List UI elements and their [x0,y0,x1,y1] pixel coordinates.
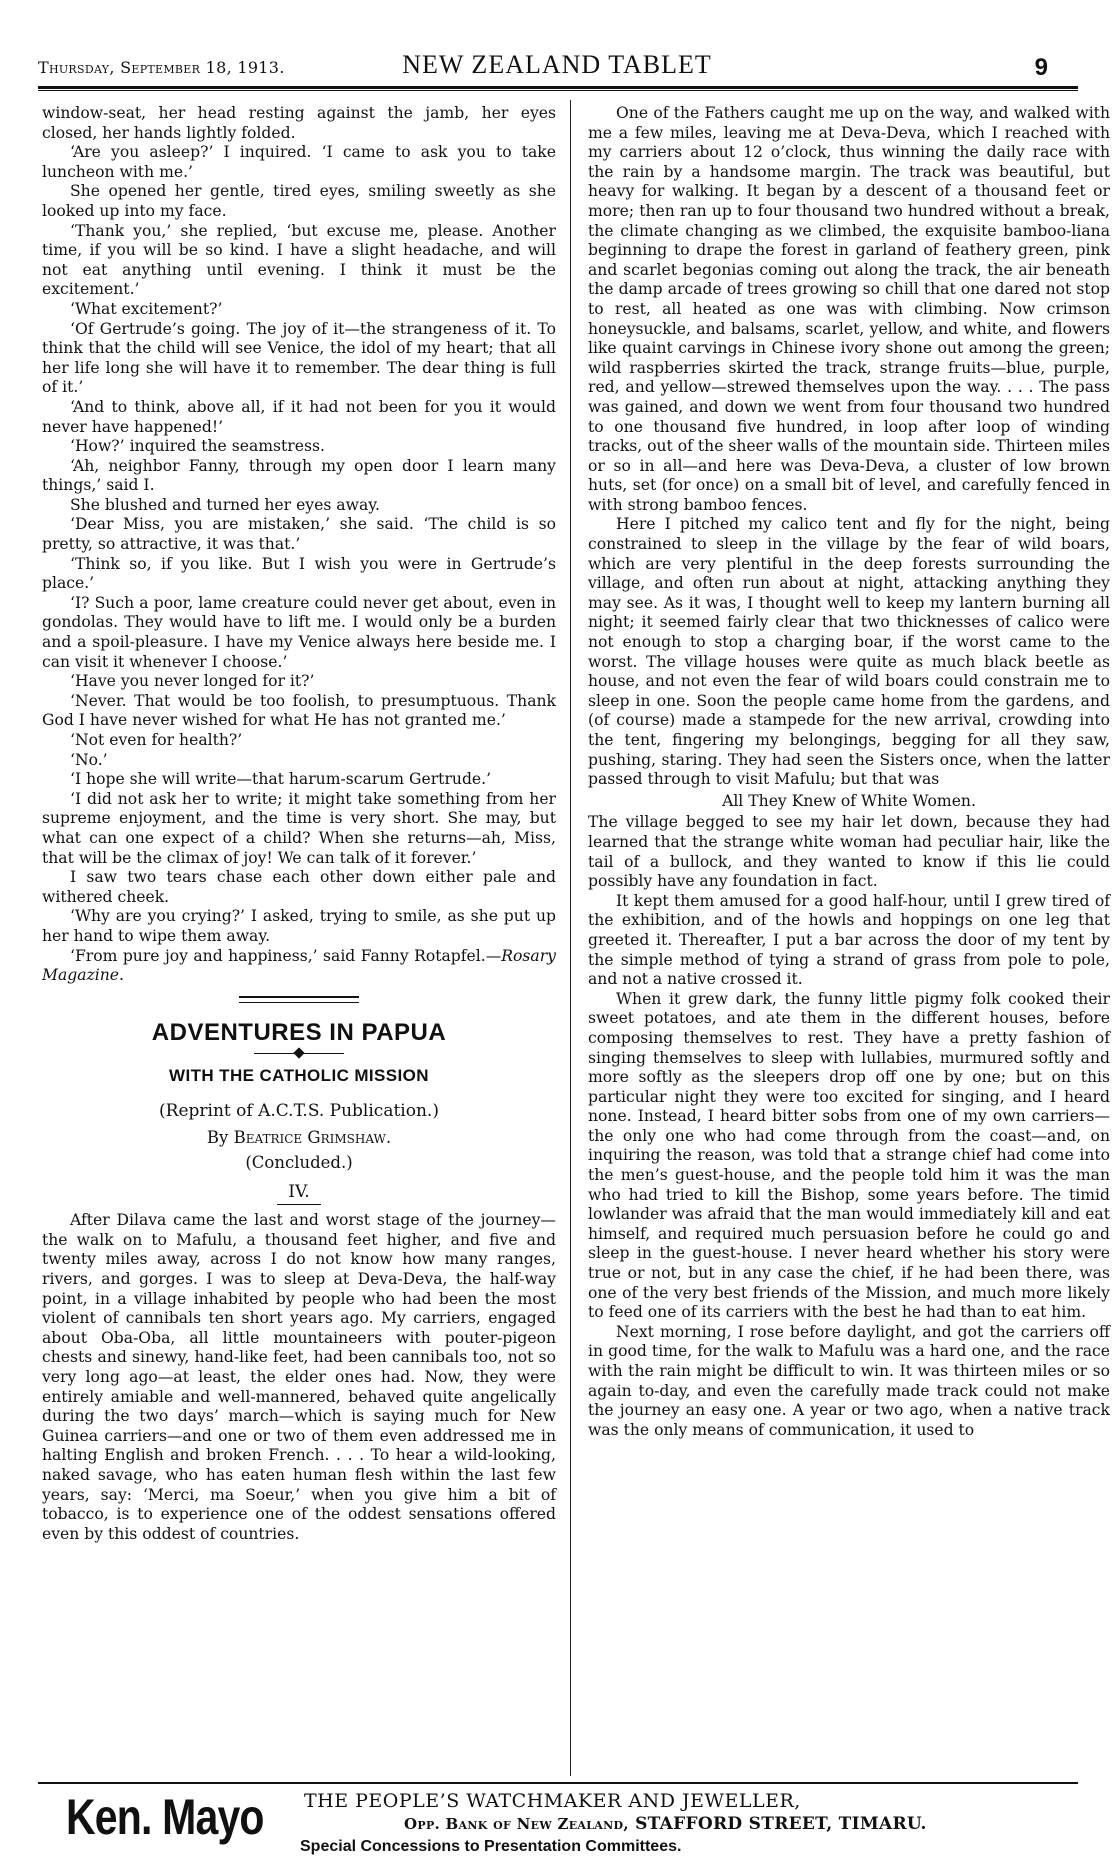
source-credit: Rosary Magazine. [42,946,556,985]
byline [42,1128,556,1148]
column-divider [570,100,571,1776]
article-paragraph: When it grew dark, the funny little pigmy folk cooked their sweet potatoes, and ate them in the different houses, before composing themselves to rest. They have a pretty fashion of singing themselves to sleep with lullabies, murmured softly and more softly as the sleepers drop off one by one; but on this particular night they were too excited for singing, and I heard none. Instead, I heard bitter sobs from one of my own carriers—the only one who had come through from the coast—and, on inquiring the reason, was told that a strange chief had come into the men’s guest-house, and the people told him it was the man who had tried to kill the Bishop, some years before. The timid lowlander was afraid that the man would immediately kill and eat himself, and required much persuasion before he could go and sleep in the guest-house. I never heard whether his story were true or not, but in any case the chief, if he had been there, was one of the very best friends of the Mission, and much more likely to feed one of its carriers with the best he had than to eat him. [588,989,1110,1322]
ad-address-main: STAFFORD STREET, TIMARU. [635,1814,927,1834]
left-column [42,104,556,1544]
story-paragraph: ‘Think so, if you like. But I wish you were in Gertrude’s place.’ [42,554,556,593]
article-paragraph: After Dilava came the last and worst stage of the journey—the walk on to Mafulu, a thousand feet higher, and five and twenty miles away, across I do not know how many ranges, rivers, and gorges. I was to sleep at Deva-Deva, the half-way point, in a village inhabited by people who had been the most violent of cannibals ten short years ago. My carriers, engaged about Oba-Oba, all little mountaineers with pouter-pigeon chests and sinewy, hand-like feet, had been cannibals too, not so very long ago—at least, the elder ones had. Now, they were entirely amiable and well-mannered, behaved quite angelically during the two days’ march—which is saying much for New Guinea carriers—and one or two of them even addressed me in halting English and broken French. . . . To hear a wild-looking, naked savage, who has eaten human flesh within the last few years, say: ‘Merci, ma Soeur,’ when you give him a bit of tobacco, is to experience one of the oddest sensations offered even by this oddest of countries. [42,1211,556,1543]
ad-special-note: Special Concessions to Presentation Committees. [300,1838,682,1855]
author-name: Beatrice Grimshaw. [233,1127,392,1147]
story-paragraph: ‘Thank you,’ she replied, ‘but excuse me, please. Another time, if you will be so kind. I have a slight headache, and will not eat anything until evening. I think it must be the excitement.’ [42,221,556,299]
chapter-number: IV. [288,1181,310,1202]
right-column [588,104,1110,1440]
story-paragraph: ‘I hope she will write—that harum-scarum Gertrude.’ [70,770,492,789]
story-paragraph: ‘What excitement?’ [70,299,223,318]
story-continuation [42,104,556,986]
story-paragraph: ‘Not even for health?’ [70,731,243,749]
chapter-rule [277,1204,321,1205]
story-paragraph: ‘And to think, above all, if it had not been for you it would never have happened!’ [42,397,556,436]
story-paragraph: She opened her gentle, tired eyes, smiling sweetly as she looked up into my face. [42,182,556,220]
article-paragraph: One of the Fathers caught me up on the way, and walked with me a few miles, leaving me at Deva-Deva, which I reached with my carriers about 12 o’clock, thus winning the daily race with the rain by a handsome margin. The track was beautiful, but heavy for walking. It began by a descent of a thousand feet or more; then ran up to four thousand two hundred without a break, the climate changing as we climbed, the exquisite bamboo-liana beginning to drape the forest in garland of feathery green, pink and scarlet begonias coming out along the track, the air beneath the damp arcade of trees growing so chill that one dared not stop to rest, all heated as one was with climbing. Now crimson honeysuckle, and balsams, scarlet, yellow, and white, and flowers like quaint carvings in Chinese ivory shone out among the green; wild raspberries skirted the track, strange fruits—blue, purple, red, and yellow—strewed themselves upon the way. . . . The pass was gained, and down we went from four thousand two hundred to one thousand five hundred, in loop after loop of winding tracks, out of the sheer walls of the mountain side. Thirteen miles or so in all—and here was Deva-Deva, a cluster of low brown huts, set (for once) on a small bit of level, and carefully fenced in with strong bamboo fences. [588,104,1111,514]
story-end-rule [239,996,359,998]
article-headline: ADVENTURES IN PAPUA [151,1018,447,1046]
article-subhead: All They Knew of White Women. [722,791,976,810]
closing-quote: ‘From pure joy and happiness,’ said Fanny Rotapfel.— [70,946,502,965]
concluded-note: (Concluded.) [245,1153,353,1173]
ad-address-prefix: Opp. Bank of New Zealand, [404,1815,629,1833]
diamond-icon [293,1048,304,1059]
newspaper-title: NEW ZEALAND TABLET [402,50,712,79]
reprint-note: (Reprint of A.C.T.S. Publication.) [159,1100,439,1121]
story-paragraph: window-seat, her head resting against the jamb, her eyes closed, her hands lightly folded. [42,104,556,142]
article-subheadline: WITH THE CATHOLIC MISSION [169,1066,429,1086]
footer-rule [38,1782,1078,1784]
story-paragraph: She blushed and turned her eyes away. [70,495,380,514]
story-paragraph: ‘Dear Miss, you are mistaken,’ she said. ‘The child is so pretty, so attractive, it was that.’ [42,515,556,554]
ad-tagline: THE PEOPLE’S WATCHMAKER AND JEWELLER, [304,1790,801,1812]
story-closing [42,947,556,986]
header-rule-thin [38,90,1078,91]
ad-address [404,1814,927,1834]
advertiser-logo: Ken. Mayo [66,1789,264,1845]
story-paragraph: ‘Are you asleep?’ I inquired. ‘I came to ask you to take luncheon with me.’ [42,143,556,181]
story-paragraph: I saw two tears chase each other down either pale and withered cheek. [42,868,556,906]
story-end-rule-thin [239,1002,359,1003]
article-paragraph: Here I pitched my calico tent and fly for the night, being constrained to sleep in the village by the fear of wild boars, which are very plentiful in the deep forests surrounding the village, and often run about at night, attacking anything they may see. As it was, I thought well to keep my lantern burning all night; it seemed fairly clear that two thicknesses of calico were not enough to stop a charging boar, if the worst came to the worst. The village houses were quite as much black beetle as house, and not even the fear of wild boars could constrain me to sleep in one. Soon the people came home from the gardens, and (of course) made a stampede for the new arrival, crowding into the tent, fingering my belongings, begging for all they saw, pushing, staring. They had seen the Sisters once, when the latter passed through to visit Mafulu; but that was [588,515,1110,789]
story-paragraph: ‘Never. That would be too foolish, to presumptuous. Thank God I have never wished for what He has not granted me.’ [42,691,556,730]
page-number: 9 [1034,54,1048,81]
story-paragraph: ‘Of Gertrude’s going. The joy of it—the strangeness of it. To think that the child will see Venice, the idol of my heart; that all her life long she will have it to remember. The dear thing is full of it.’ [42,319,556,397]
article-paragraph: The village begged to see my hair let down, because they had learned that the strange white woman had peculiar hair, like the tail of a bullock, and they wanted to know if this lie could possibly have any foundation in fact. [588,813,1110,891]
article-paragraph: Next morning, I rose before daylight, and got the carriers off in good time, for the walk to Mafulu was a hard one, and the race with the rain might be difficult to win. It was thirteen miles or so again to-day, and even the carefully made track could not make the journey an easy one. A year or two ago, when a native track was the only means of communication, it used to [588,1322,1110,1439]
story-paragraph: ‘I did not ask her to write; it might take something from her supreme enjoyment, and the time is very short. She may, but what can one expect of a child? When she returns—ah, Miss, that will be the climax of joy! We can talk of it forever.’ [42,789,556,867]
story-paragraph: ‘Have you never longed for it?’ [70,672,315,691]
issue-date: Thursday, September 18, 1913. [38,58,285,77]
header-rule [38,86,1078,89]
byline-prefix: By [206,1127,229,1147]
story-paragraph: ‘How?’ inquired the seamstress. [70,437,325,456]
story-paragraph: ‘Ah, neighbor Fanny, through my open door I learn many things,’ said I. [42,456,556,495]
story-paragraph: ‘I? Such a poor, lame creature could never get about, even in gondolas. They would have to lift me. I would only be a burden and a spoil-pleasure. I have my Venice always here beside me. I can visit it whenever I choose.’ [42,593,556,671]
diamond-rule-ornament [254,1048,344,1060]
article-paragraph: It kept them amused for a good half-hour, until I grew tired of the exhibition, and of the howls and hoppings on one leg that greeted it. Thereafter, I put a bar across the door of my tent by the simple method of tying a strand of grass from pole to pole, and not a native crossed it. [588,891,1110,989]
story-paragraph: ‘Why are you crying?’ I asked, trying to smile, as she put up her hand to wipe them away. [42,907,556,945]
story-paragraph: ‘No.’ [70,750,108,769]
